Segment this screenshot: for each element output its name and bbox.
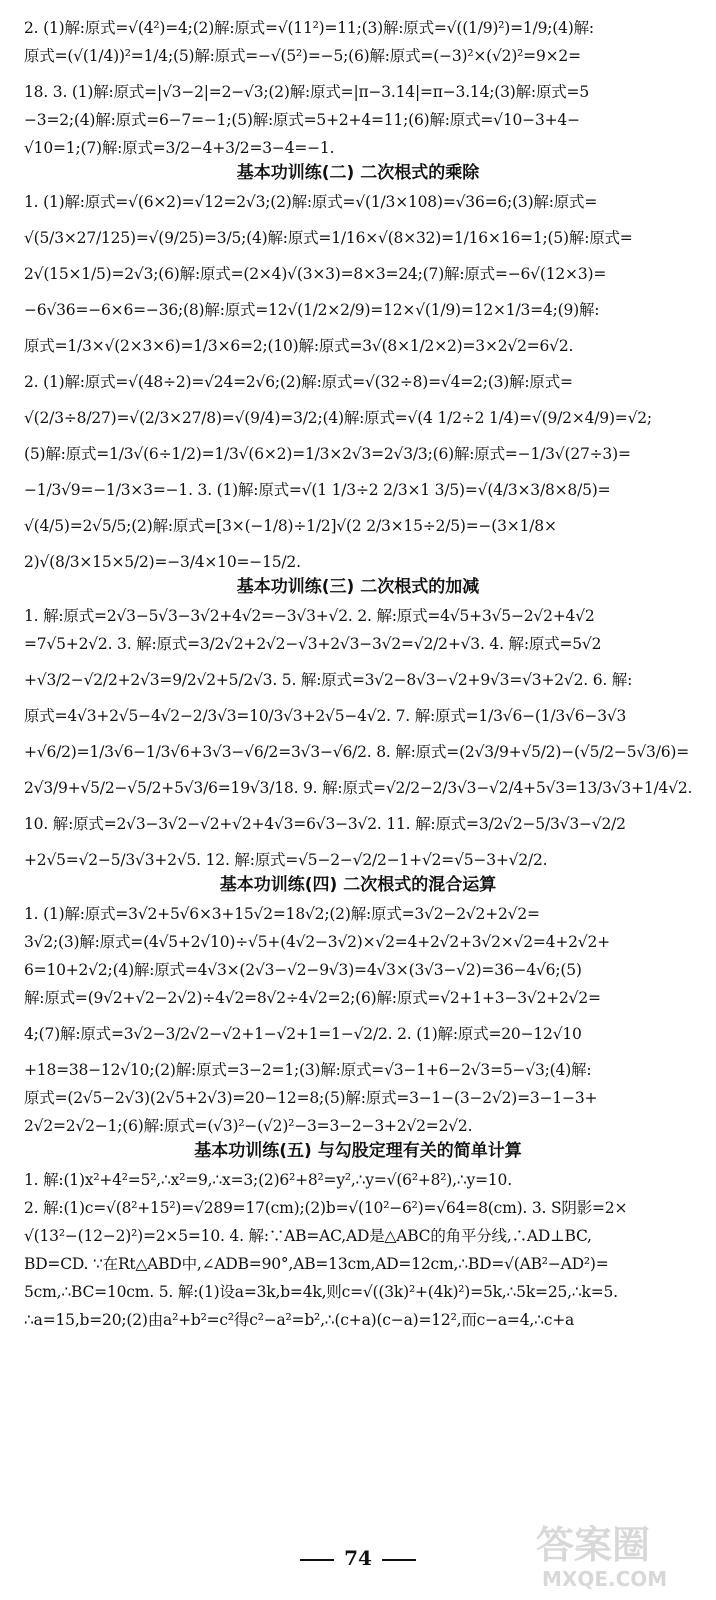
watermark-text-en: MXQE.COM [542, 1567, 668, 1591]
text-line: =7√5+2√2. 3. 解:原式=3/2√2+2√2−√3+2√3−3√2=√2/2+√3. 4. 解:原式=5√2 [24, 635, 602, 653]
text-line: 原式=4√3+2√5−4√2−2/3√3=10/3√3+2√5−4√2. 7. 解:原式=1/3√6−(1/3√6−3√3 [24, 707, 627, 725]
text-line: +18=38−12√10;(2)解:原式=3−2=1;(3)解:原式=√3−1+6−2√3=5−√3;(4)解: [24, 1061, 592, 1079]
text-line: 5cm,∴BC=10cm. 5. 解:(1)设a=3k,b=4k,则c=√((3k)²+(4k)²)=5k,∴5k=25,∴k=5. [24, 1283, 618, 1301]
page-number-text: 74 [344, 1546, 372, 1570]
page-content [24, 18, 692, 1330]
text-line: 原式=1/3×√(2×3×6)=1/3×6=2;(10)解:原式=3√(8×1/2×2)=3×2√2=6√2. [24, 337, 574, 355]
text-line: 2√3/9+√5/2−√5/2+5√3/6=19√3/18. 9. 解:原式=√2/2−2/3√3−√2/4+5√3=13/3√3+1/4√2. [24, 779, 692, 797]
text-line: 1. 解:(1)x²+4²=5²,∴x²=9,∴x=3;(2)6²+8²=y²,∴y=√(6²+8²),∴y=10. [24, 1171, 512, 1189]
text-line: ∴a=15,b=20;(2)由a²+b²=c²得c²−a²=b²,∴(c+a)(c−a)=12²,而c−a=4,∴c+a [24, 1311, 575, 1329]
section-4-body [24, 904, 692, 1136]
watermark-text-cn: 答案圈 [536, 1523, 651, 1567]
text-line: 3√2;(3)解:原式=(4√5+2√10)÷√5+(4√2−3√2)×√2=4+2√2+3√2×√2=4+2√2+ [24, 933, 610, 951]
text-line: 18. 3. (1)解:原式=|√3−2|=2−√3;(2)解:原式=|π−3.14|=π−3.14;(3)解:原式=5 [24, 83, 590, 101]
footer-dash-right [382, 1559, 416, 1561]
text-line: 2. 解:(1)c=√(8²+15²)=√289=17(cm);(2)b=√(10²−6²)=√64=8(cm). 3. S阴影=2× [24, 1199, 628, 1217]
watermark-logo [528, 1516, 708, 1594]
text-line: +2√5=√2−5/3√3+2√5. 12. 解:原式=√5−2−√2/2−1+√2=√5−3+√2/2. [24, 851, 548, 869]
text-line: 2. (1)解:原式=√(48÷2)=√24=2√6;(2)解:原式=√(32÷8)=√4=2;(3)解:原式= [24, 373, 573, 391]
text-line: 2)√(8/3×15×5/2)=−3/4×10=−15/2. [24, 553, 301, 571]
text-line: −1/3√9=−1/3×3=−1. 3. (1)解:原式=√(1 1/3÷2 2/3×1 3/5)=√(4/3×3/8×8/5)= [24, 481, 611, 499]
text-line: 原式=(2√5−2√3)(2√5+2√3)=20−12=8;(5)解:原式=3−1−(3−2√2)=3−1−3+ [24, 1089, 598, 1107]
section-2-body [24, 192, 692, 572]
footer-dash-left [300, 1559, 334, 1561]
section-heading: 基本功训练(三) 二次根式的加减 [236, 577, 480, 597]
text-line: 原式=(√(1/4))²=1/4;(5)解:原式=−√(5²)=−5;(6)解:原式=(−3)²×(√2)²=9×2= [24, 47, 581, 65]
text-line: 2. (1)解:原式=√(4²)=4;(2)解:原式=√(11²)=11;(3)解:原式=√((1/9)²)=1/9;(4)解: [24, 19, 594, 37]
text-line: 1. (1)解:原式=√(6×2)=√12=2√3;(2)解:原式=√(1/3×108)=√36=6;(3)解:原式= [24, 193, 598, 211]
text-line: √(4/5)=2√5/5;(2)解:原式=[3×(−1/8)÷1/2]√(2 2/3×15÷2/5)=−(3×1/8× [24, 517, 557, 535]
text-line: 2√(15×1/5)=2√3;(6)解:原式=(2×4)√(3×3)=8×3=24;(7)解:原式=−6√(12×3)= [24, 265, 607, 283]
text-line: −6√36=−6×6=−36;(8)解:原式=12√(1/2×2/9)=12×√(1/9)=12×1/3=4;(9)解: [24, 301, 600, 319]
text-line: BD=CD. ∵在Rt△ABD中,∠ADB=90°,AB=13cm,AD=12cm,∴BD=√(AB²−AD²)= [24, 1255, 609, 1273]
text-line: 1. 解:原式=2√3−5√3−3√2+4√2=−3√3+√2. 2. 解:原式=4√5+3√5−2√2+4√2 [24, 607, 595, 625]
text-line: +√6/2)=1/3√6−1/3√6+3√3−√6/2=3√3−√6/2. 8. 解:原式=(2√3/9+√5/2)−(√5/2−5√3/6)= [24, 743, 690, 761]
text-line: √(5/3×27/125)=√(9/25)=3/5;(4)解:原式=1/16×√(8×32)=1/16×16=1;(5)解:原式= [24, 229, 633, 247]
text-line: +√3/2−√2/2+2√3=9/2√2+5/2√3. 5. 解:原式=3√2−8√3−√2+9√3=√3+2√2. 6. 解: [24, 671, 633, 689]
section-heading: 基本功训练(四) 二次根式的混合运算 [219, 875, 497, 895]
text-line: 2√2=2√2−1;(6)解:原式=(√3)²−(√2)²−3=3−2−3+2√2=2√2. [24, 1117, 473, 1135]
text-line: 解:原式=(9√2+√2−2√2)÷4√2=8√2÷4√2=2;(6)解:原式=√2+1+3−3√2+2√2= [24, 989, 601, 1007]
intro-block [24, 18, 692, 158]
section-heading: 基本功训练(二) 二次根式的乘除 [236, 163, 480, 183]
section-3-body [24, 606, 692, 870]
text-line: 10. 解:原式=2√3−3√2−√2+√2+4√3=6√3−3√2. 11. 解:原式=3/2√2−5/3√3−√2/2 [24, 815, 626, 833]
section-heading: 基本功训练(五) 与勾股定理有关的简单计算 [194, 1141, 522, 1161]
text-line: √10=1;(7)解:原式=3/2−4+3/2=3−4=−1. [24, 139, 335, 157]
text-line: 6=10+2√2;(4)解:原式=4√3×(2√3−√2−9√3)=4√3×(3√3−√2)=36−4√6;(5) [24, 961, 582, 979]
text-line: (5)解:原式=1/3√(6÷1/2)=1/3√(6×2)=1/3×2√3=2√3/3;(6)解:原式=−1/3√(27÷3)= [24, 445, 631, 463]
text-line: √(2/3÷8/27)=√(2/3×27/8)=√(9/4)=3/2;(4)解:原式=√(4 1/2÷2 1/4)=√(9/2×4/9)=√2; [24, 409, 652, 427]
text-line: 4;(7)解:原式=3√2−3/2√2−√2+1−√2+1=1−√2/2. 2. (1)解:原式=20−12√10 [24, 1025, 582, 1043]
text-line: √(13²−(12−2)²)=2×5=10. 4. 解:∵AB=AC,AD是△ABC的角平分线,∴AD⊥BC, [24, 1227, 592, 1245]
text-line: −3=2;(4)解:原式=6−7=−1;(5)解:原式=5+2+4=11;(6)解:原式=√10−3+4− [24, 111, 580, 129]
section-5-body [24, 1170, 692, 1330]
text-line: 1. (1)解:原式=3√2+5√6×3+15√2=18√2;(2)解:原式=3√2−2√2+2√2= [24, 905, 540, 923]
